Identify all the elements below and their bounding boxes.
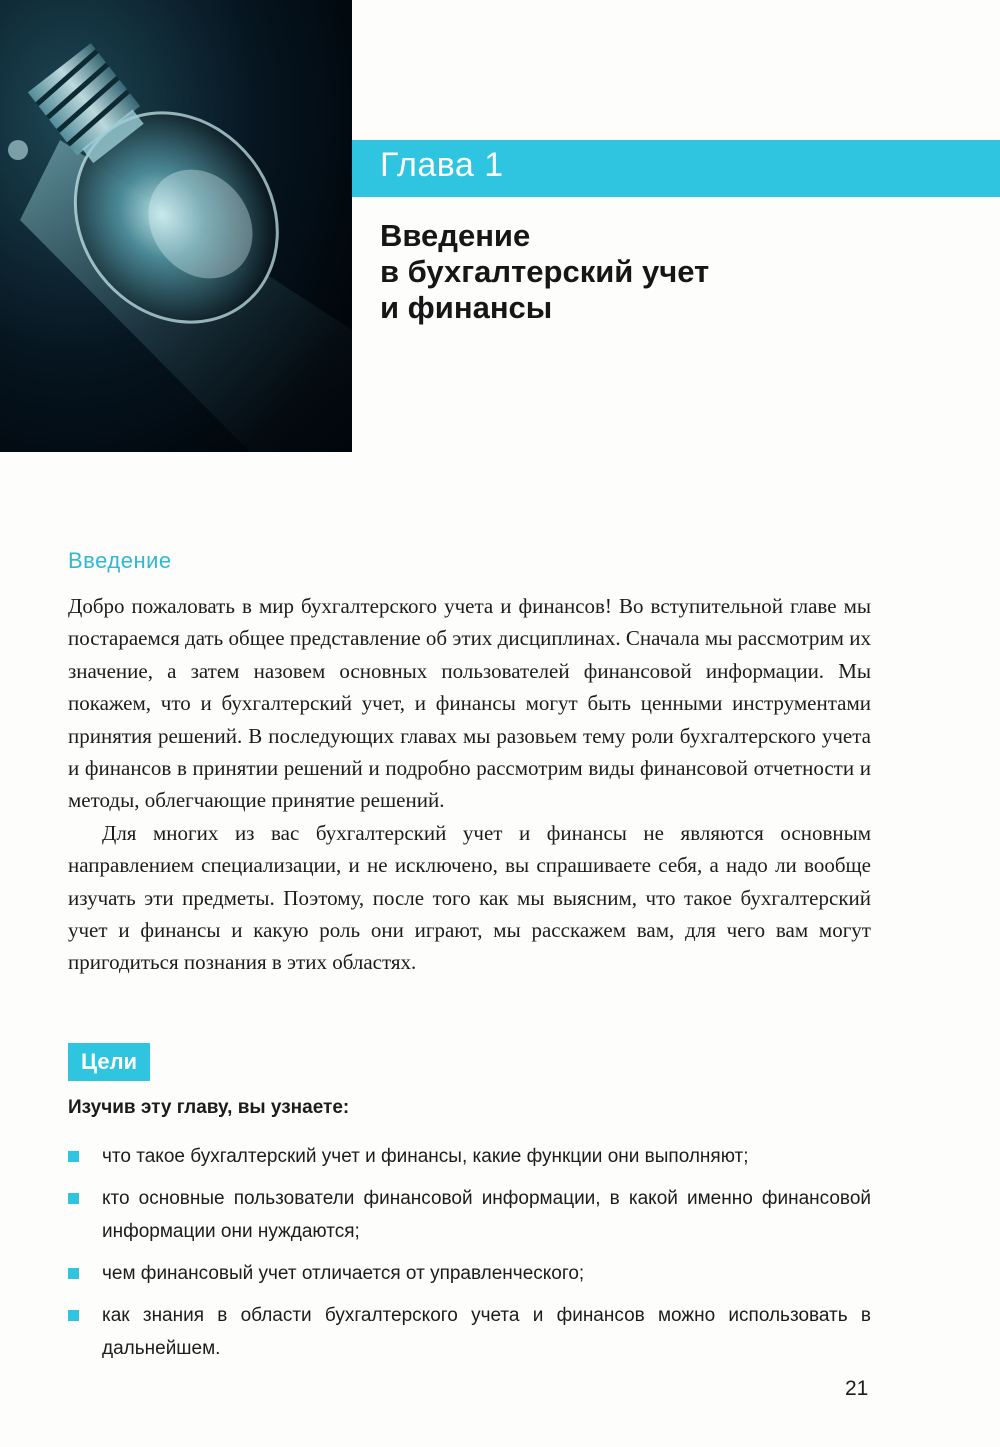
goals-item-text: чем финансовый учет отличается от управленческого; — [102, 1263, 585, 1284]
chapter-title-line: в бухгалтерский учет — [380, 254, 710, 289]
square-bullet-icon — [68, 1268, 79, 1279]
chapter-title-line: и финансы — [380, 290, 553, 325]
chapter-title-line: Введение — [380, 218, 531, 253]
goals-item-text: как знания в области бухгалтерского учета и финансов можно использовать в дальнейшем. — [102, 1305, 871, 1359]
goals-list-item — [68, 1182, 871, 1248]
intro-text — [68, 590, 871, 979]
square-bullet-icon — [68, 1151, 79, 1162]
light-bulb-image — [0, 0, 352, 452]
goals-item-text: кто основные пользователи финансовой информации, в какой именно финансовой информации они нуждаются; — [102, 1188, 871, 1242]
chapter-label: Глава 1 — [380, 146, 504, 184]
goals-badge: Цели — [68, 1043, 150, 1081]
intro-paragraph: Добро пожаловать в мир бухгалтерского учета и финансов! Во вступительной главе мы постараемся дать общее представление об этих дисциплинах. Сначала мы рассмотрим их значение, а затем назовем основных пользователей финансовой информации. Мы покажем, что и бухгалтерский учет, и финансы могут быть ценными инструментами принятия решений. В последующих главах мы разовьем тему роли бухгалтерского учета и финансов в принятии решений и подробно рассмотрим виды финансовой отчетности и методы, облегчающие принятие решений. — [68, 594, 871, 813]
square-bullet-icon — [68, 1193, 79, 1204]
intro-paragraph: Для многих из вас бухгалтерский учет и финансы не являются основным направлением специализации, и не исключено, вы спрашиваете себя, а надо ли вообще изучать эти предметы. Поэтому, после того как мы выясним, что такое бухгалтерский учет и финансы и какую роль они играют, мы расскажем вам, для чего вам могут пригодиться познания в этих областях. — [68, 820, 871, 975]
page-number: 21 — [845, 1377, 869, 1400]
square-bullet-icon — [68, 1310, 79, 1321]
goals-lead: Изучив эту главу, вы узнаете: — [68, 1097, 350, 1118]
chapter-photo — [0, 0, 352, 452]
intro-heading: Введение — [68, 548, 172, 573]
goals-list-item — [68, 1140, 871, 1173]
chapter-title — [380, 218, 940, 326]
goals-list — [68, 1140, 871, 1374]
goals-item-text: что такое бухгалтерский учет и финансы, какие функции они выполняют; — [102, 1146, 749, 1167]
goals-list-item — [68, 1257, 871, 1290]
goals-list-item — [68, 1299, 871, 1365]
